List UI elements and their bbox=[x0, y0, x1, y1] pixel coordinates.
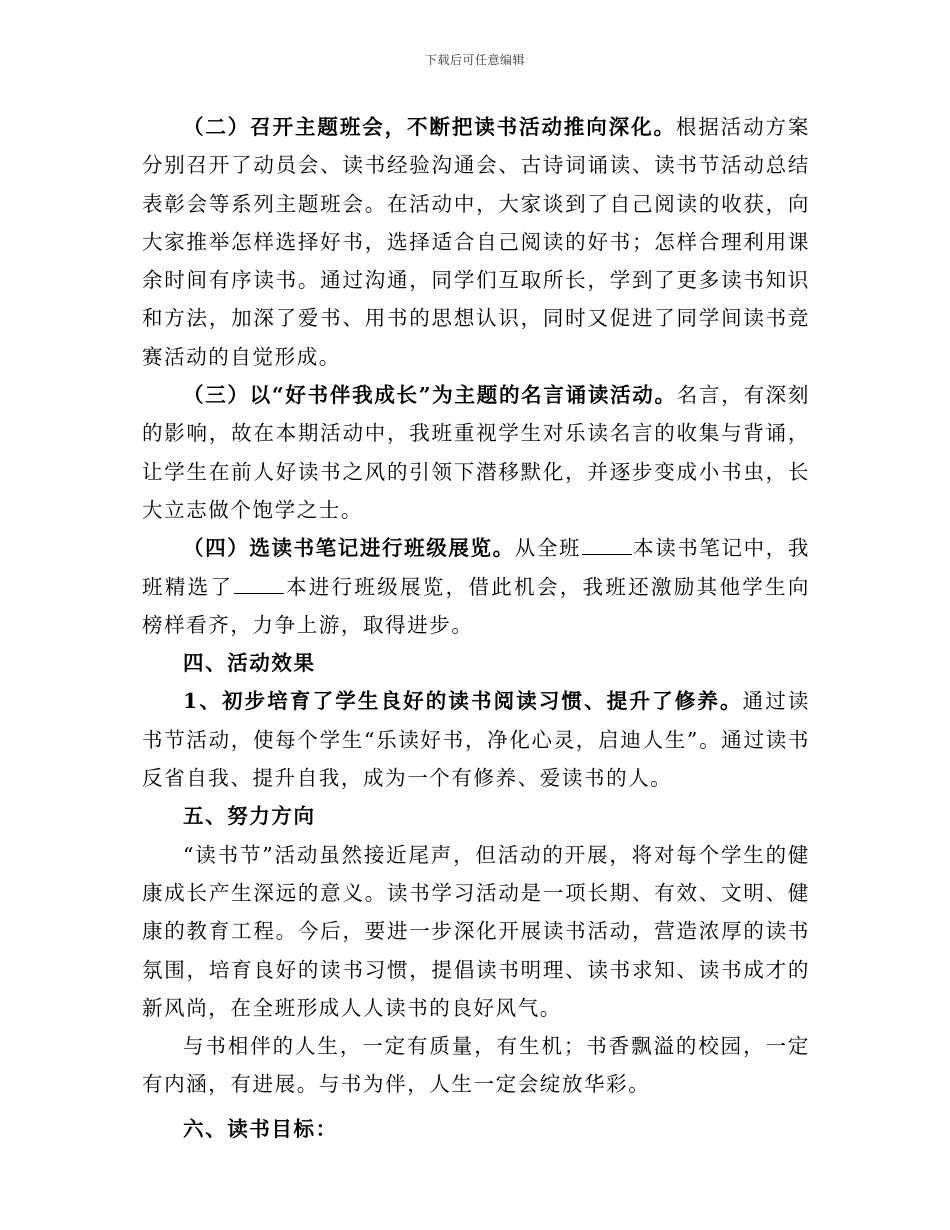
paragraph-text: 本进行班级展览，借此机会，我班还激励其他学生向榜样看齐，力争上游，取得进步。 bbox=[142, 574, 810, 637]
paragraph-text: 通过读书节活动，使每个学生“乐读好书，净化心灵，启迪人生”。通过读书反省自我、提升自我，成为一个有修养、爱读书的人。 bbox=[142, 689, 810, 791]
paragraph-lead: （四）选读书笔记进行班级展览。 bbox=[183, 536, 515, 561]
section-heading-reading-goals: 六、读书目标： bbox=[183, 1116, 338, 1141]
paragraph-lead: （二）召开主题班会，不断把读书活动推向深化。 bbox=[183, 115, 676, 139]
fill-blank-line bbox=[582, 540, 632, 555]
page-header: 下载后可任意编辑 bbox=[424, 53, 525, 67]
paragraph-notes-exhibition bbox=[142, 529, 810, 644]
paragraph-text: 名言，有深刻的影响，故在本期活动中，我班重视学生对乐读名言的收集与背诵，让学生在前人好读书之风的引领下潜移默化，并逐步变成小书虫，长大立志做个饱学之士。 bbox=[142, 383, 810, 522]
paragraph-closing: 与书相伴的人生，一定有质量，有生机；书香飘溢的校园，一定有内涵，有进展。与书为伴，人生一定会绽放华彩。 bbox=[142, 1034, 810, 1097]
fill-blank-line bbox=[234, 579, 284, 594]
section-heading-effects: 四、活动效果 bbox=[183, 651, 316, 676]
paragraph-text: 从全班 bbox=[514, 536, 582, 561]
paragraph-text: 本读书笔记中，我班精选了 bbox=[142, 536, 810, 599]
paragraph-theme-class-meeting bbox=[142, 108, 810, 376]
paragraph-reading-habits bbox=[142, 682, 810, 797]
paragraph-future-direction: “读书节”活动虽然接近尾声，但活动的开展，将对每个学生的健康成长产生深远的意义。读书学习活动是一项长期、有效、文明、健康的教育工程。今后，要进一步深化开展读书活动，营造浓厚的读书氛围，培育良好的读书习惯，提倡读书明理、读书求知、读书成才的新风尚，在全班形成人人读书的良好风气。 bbox=[142, 842, 810, 1020]
paragraph-lead: 1、初步培育了学生良好的读书阅读习惯、提升了修养。 bbox=[183, 689, 743, 714]
section-heading-direction: 五、努力方向 bbox=[183, 804, 316, 829]
document-body bbox=[142, 108, 810, 1148]
paragraph-quote-reading bbox=[142, 376, 810, 529]
paragraph-text: 根据活动方案分别召开了动员会、读书经验沟通会、古诗词诵读、读书节活动总结表彰会等系列主题班会。在活动中，大家谈到了自己阅读的收获，向大家推举怎样选择好书，选择适合自己阅读的好书；怎样合理利用课余时间有序读书。通过沟通，同学们互取所长，学到了更多读书知识和方法，加深了爱书、用书的思想认识，同时又促进了同学间读书竞赛活动的自觉形成。 bbox=[142, 115, 810, 369]
paragraph-lead: （三）以“好书伴我成长”为主题的名言诵读活动。 bbox=[183, 383, 677, 408]
